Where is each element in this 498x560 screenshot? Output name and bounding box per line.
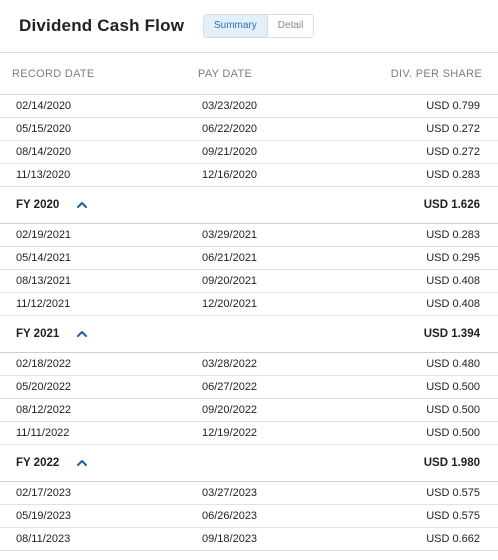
record-date-cell: 05/15/2020 [16, 123, 72, 135]
record-date-cell: 11/11/2022 [16, 427, 70, 439]
dividend-amount-cell: USD 0.500 [426, 381, 480, 393]
pay-date-cell: 09/20/2021 [202, 275, 258, 287]
record-date-cell: 05/20/2022 [16, 381, 72, 393]
header [0, 0, 498, 53]
dividend-amount-cell: USD 0.408 [426, 298, 480, 310]
page-title: Dividend Cash Flow [19, 16, 185, 35]
record-date-cell: 08/14/2020 [16, 146, 72, 158]
table-row [0, 95, 498, 118]
table-header [0, 53, 498, 95]
column-header-pay-date: PAY DATE [198, 68, 253, 80]
dividend-amount-cell: USD 0.575 [426, 487, 480, 499]
fiscal-year-summary-row[interactable] [0, 187, 498, 224]
dividend-amount-cell: USD 0.272 [426, 146, 480, 158]
table-row [0, 247, 498, 270]
pay-date-cell: 03/29/2021 [202, 229, 258, 241]
fiscal-year-label: FY 2021 [16, 328, 60, 340]
pay-date-cell: 03/23/2020 [202, 100, 258, 112]
pay-date-cell: 12/16/2020 [202, 169, 258, 181]
pay-date-cell: 09/20/2022 [202, 404, 258, 416]
table-row [0, 141, 498, 164]
record-date-cell: 08/13/2021 [16, 275, 72, 287]
dividend-amount-cell: USD 0.283 [426, 229, 480, 241]
fiscal-year-total: USD 1.980 [423, 457, 480, 469]
pay-date-cell: 06/22/2020 [202, 123, 258, 135]
chevron-up-icon[interactable] [76, 458, 88, 468]
record-date-cell: 05/14/2021 [16, 252, 72, 264]
pay-date-cell: 03/28/2022 [202, 358, 258, 370]
dividend-amount-cell: USD 0.295 [426, 252, 480, 264]
record-date-cell: 11/12/2021 [16, 298, 71, 310]
pay-date-cell: 09/18/2023 [202, 533, 258, 545]
table-row [0, 164, 498, 187]
record-date-cell: 08/12/2022 [16, 404, 72, 416]
table-row [0, 270, 498, 293]
dividend-amount-cell: USD 0.575 [426, 510, 480, 522]
fiscal-year-label: FY 2022 [16, 457, 60, 469]
table-row [0, 118, 498, 141]
table-row [0, 482, 498, 505]
detail-toggle-button[interactable]: Detail [268, 15, 314, 37]
table-row [0, 528, 498, 551]
dividend-table [0, 95, 498, 551]
pay-date-cell: 12/20/2021 [202, 298, 258, 310]
fiscal-year-summary-row[interactable] [0, 316, 498, 353]
table-row [0, 293, 498, 316]
record-date-cell: 02/18/2022 [16, 358, 72, 370]
chevron-up-icon[interactable] [76, 200, 88, 210]
fiscal-year-label: FY 2020 [16, 199, 60, 211]
dividend-amount-cell: USD 0.500 [426, 427, 480, 439]
dividend-amount-cell: USD 0.408 [426, 275, 480, 287]
record-date-cell: 11/13/2020 [16, 169, 71, 181]
dividend-amount-cell: USD 0.283 [426, 169, 480, 181]
fiscal-year-summary-row[interactable] [0, 445, 498, 482]
dividend-amount-cell: USD 0.500 [426, 404, 480, 416]
record-date-cell: 02/19/2021 [16, 229, 72, 241]
table-row [0, 422, 498, 445]
chevron-up-icon[interactable] [76, 329, 88, 339]
column-header-record-date: RECORD DATE [12, 68, 95, 80]
pay-date-cell: 06/21/2021 [202, 252, 258, 264]
pay-date-cell: 09/21/2020 [202, 146, 258, 158]
summary-toggle-button[interactable]: Summary [204, 15, 268, 37]
table-row [0, 376, 498, 399]
dividend-amount-cell: USD 0.480 [426, 358, 480, 370]
view-toggle [203, 14, 314, 38]
table-row [0, 505, 498, 528]
table-row [0, 353, 498, 376]
pay-date-cell: 06/27/2022 [202, 381, 258, 393]
fiscal-year-total: USD 1.394 [423, 328, 480, 340]
table-row [0, 224, 498, 247]
pay-date-cell: 06/26/2023 [202, 510, 258, 522]
record-date-cell: 08/11/2023 [16, 533, 71, 545]
column-header-div-per-share: DIV. PER SHARE [390, 68, 482, 80]
dividend-amount-cell: USD 0.799 [426, 100, 480, 112]
record-date-cell: 05/19/2023 [16, 510, 72, 522]
pay-date-cell: 03/27/2023 [202, 487, 258, 499]
fiscal-year-total: USD 1.626 [423, 199, 480, 211]
table-row [0, 399, 498, 422]
record-date-cell: 02/17/2023 [16, 487, 72, 499]
dividend-amount-cell: USD 0.662 [426, 533, 480, 545]
dividend-amount-cell: USD 0.272 [426, 123, 480, 135]
record-date-cell: 02/14/2020 [16, 100, 72, 112]
pay-date-cell: 12/19/2022 [202, 427, 258, 439]
